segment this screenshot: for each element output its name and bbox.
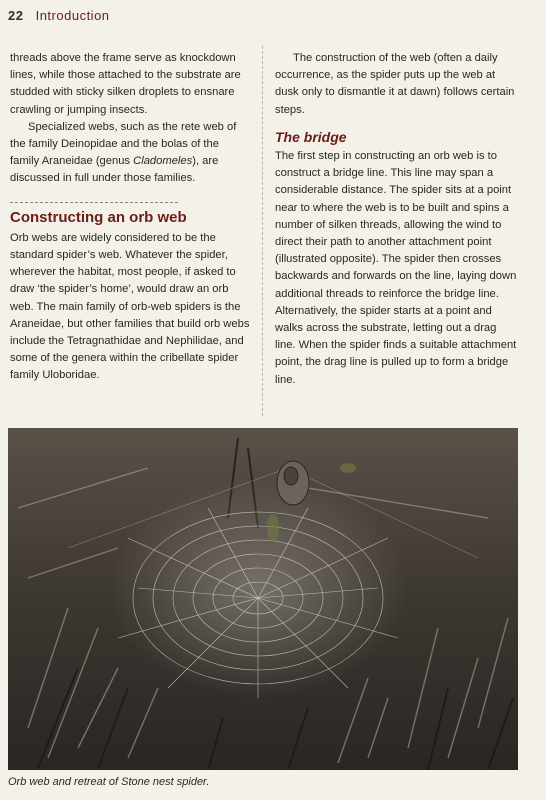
running-head: Introduction	[35, 8, 110, 23]
section-heading: Constructing an orb web	[10, 208, 187, 226]
right-column	[275, 50, 517, 389]
photo-caption: Orb web and retreat of Stone nest spider.	[8, 776, 210, 788]
paragraph: Orb webs are widely considered to be the standard spider’s web. Whatever the spider, wherever the habitat, most people, if asked to draw ‘the spider’s home’, would draw an orb web. The main family of orb-web spiders is the Araneidae, but other families that build orb webs include the Tetragnathidae and Nephilidae, and some of the genera within the cribellate spider family Uloboridae.	[10, 231, 250, 382]
photo-illustration	[8, 428, 518, 770]
text-run: Specialized webs, such as the rete web of the family Deinopidae and the bolas of the family Araneidae (genus	[10, 120, 237, 168]
subheading: The bridge	[275, 128, 347, 145]
section-rule	[10, 202, 178, 203]
column-divider	[262, 46, 263, 416]
paragraph	[10, 119, 250, 188]
text-run: ), are discussed in full under those families.	[10, 155, 219, 185]
spider-retreat	[277, 461, 309, 505]
page-number: 22	[8, 8, 24, 23]
paragraph: threads above the frame serve as knockdown lines, while those attached to the substrate are studded with sticky silken droplets to ensnare crawling or jumping insects.	[10, 52, 241, 116]
page-header	[8, 8, 110, 23]
left-column	[10, 50, 250, 385]
paragraph: The construction of the web (often a daily occurrence, as the spider puts up the web at dusk only to dismantle it at dawn) follows certain steps.	[275, 52, 515, 116]
photo-credit	[0, 716, 1, 748]
paragraph: The first step in constructing an orb web is to construct a bridge line. This line may span a considerable distance. The spider sits at a point near to where the web is to be built and spins a number of silken threads, allowing the wind to direct their path to another attachment point (illustrated opposite). The spider then crosses backwards and forwards on the line, laying down additional threads to reinforce the bridge line. Alternatively, the spider starts at a point and walks across the substrate, letting out a drag line. When the spider finds a suitable attachment point, the drag line is pulled up to form a bridge line.	[275, 150, 517, 386]
orb-web-photo	[8, 428, 518, 770]
genus-name: Cladomeles	[133, 155, 193, 168]
